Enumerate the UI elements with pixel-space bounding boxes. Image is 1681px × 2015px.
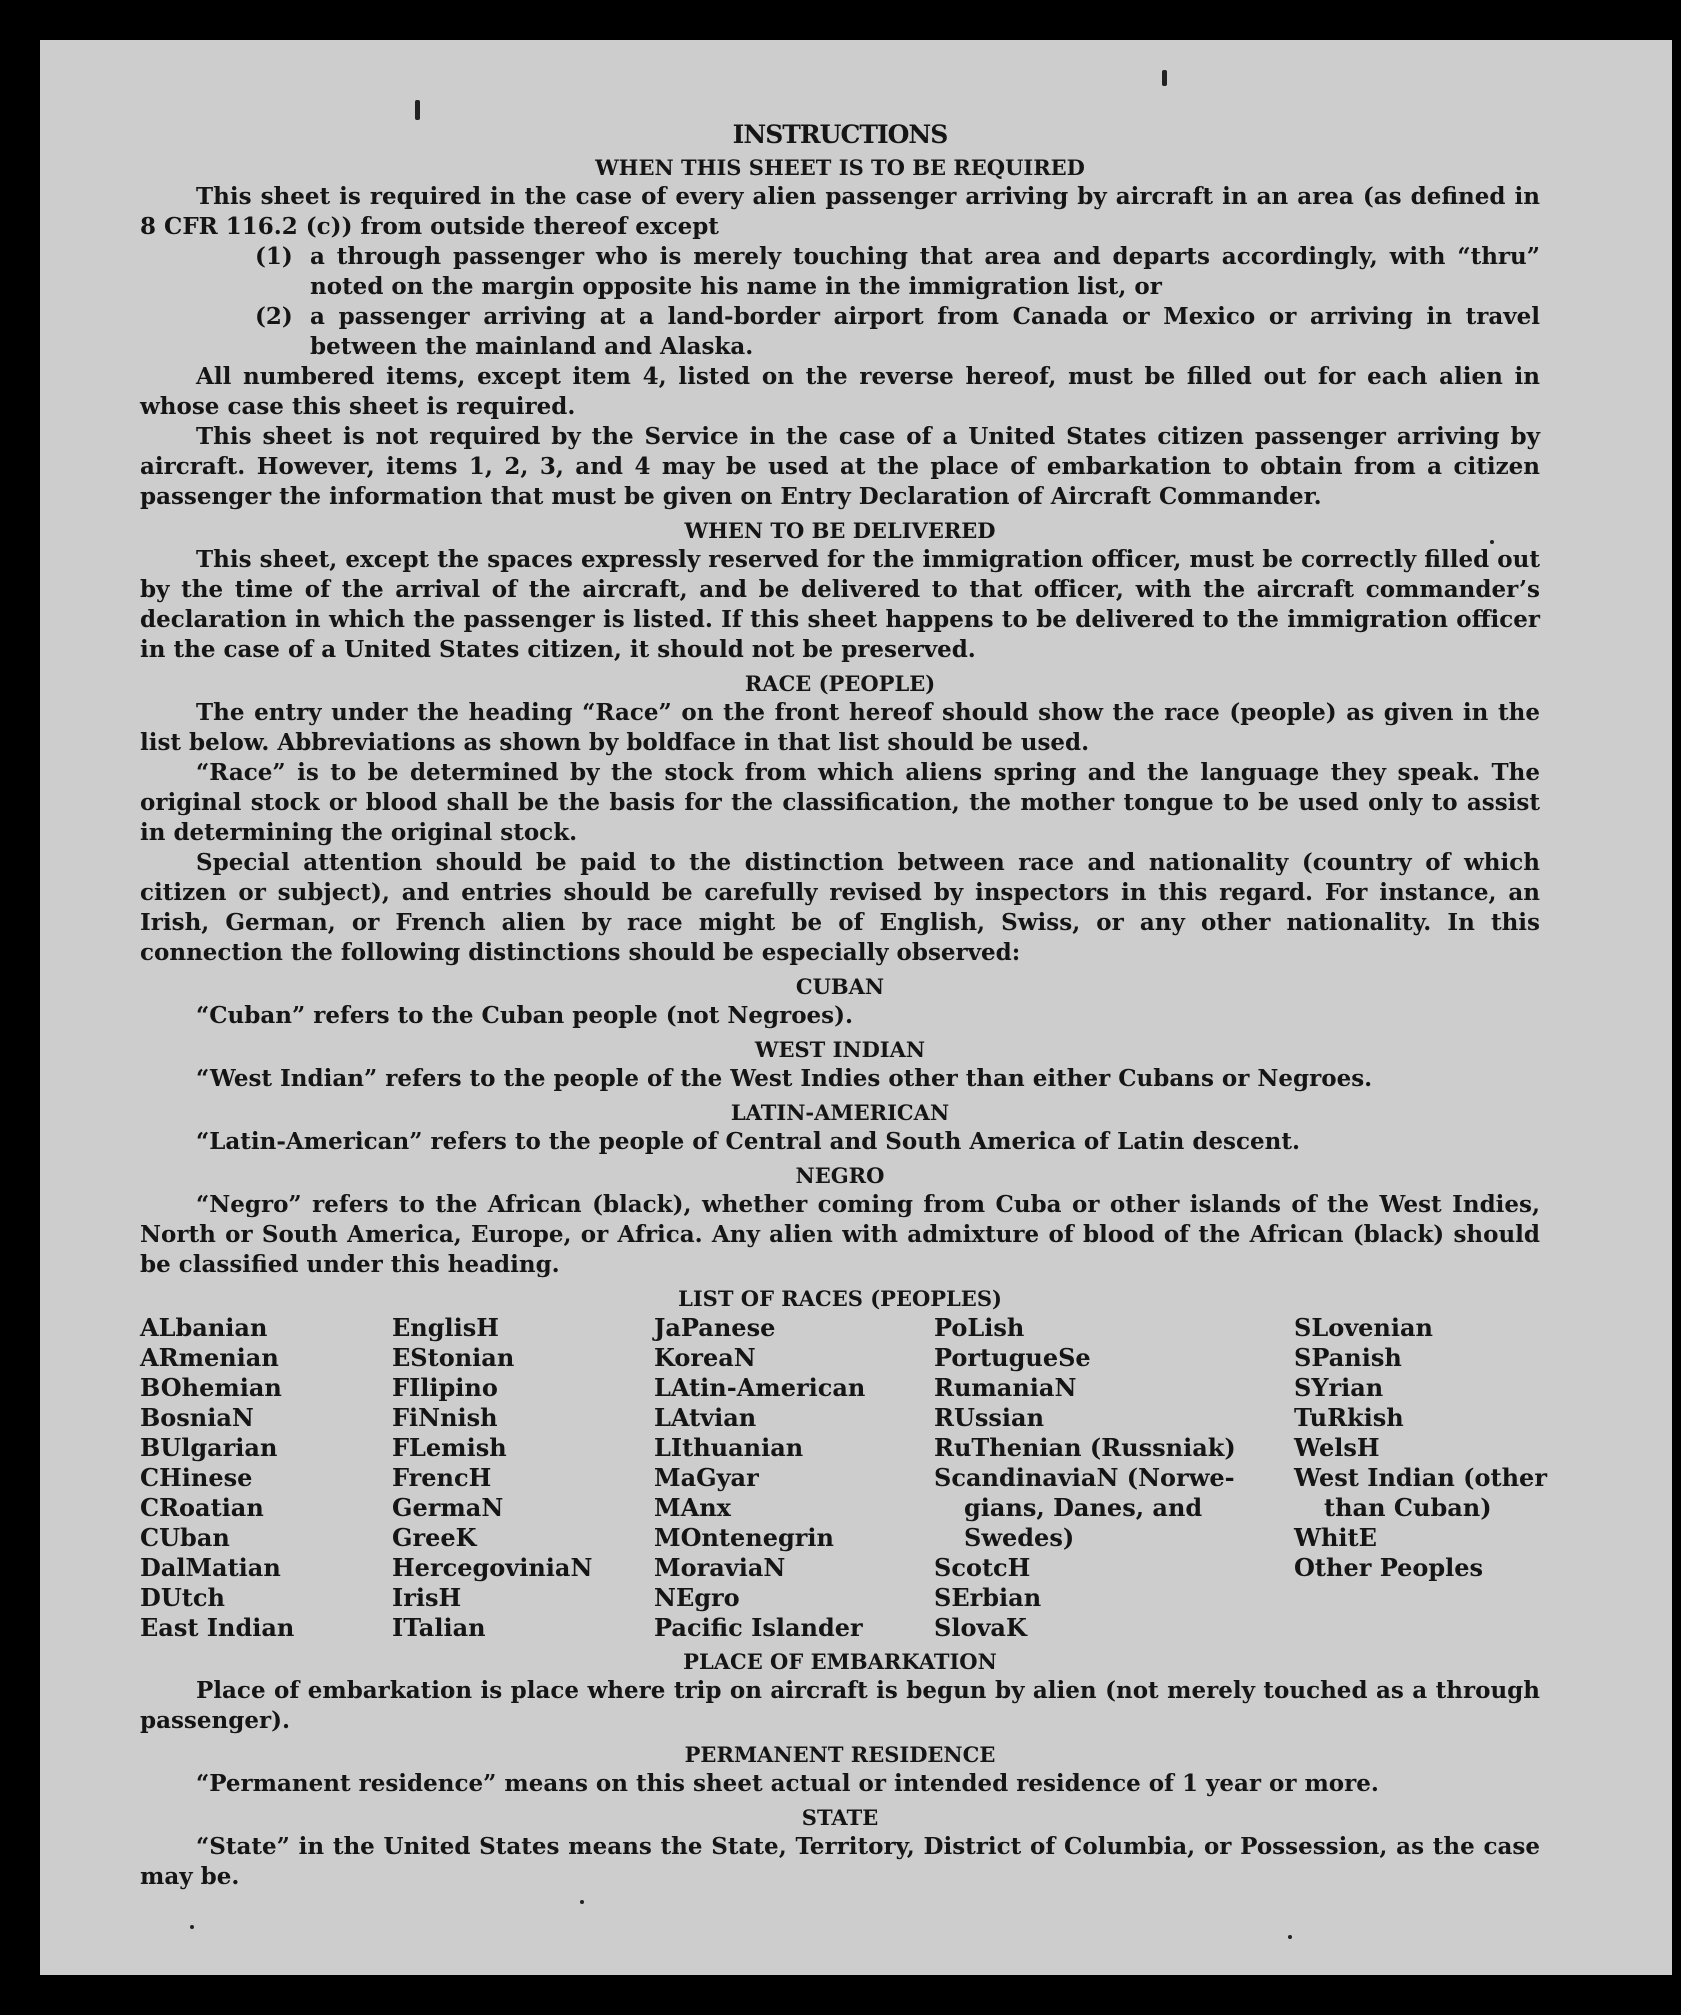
exception-item-1 [140,242,1540,302]
race-entry: CRoatian [140,1493,264,1522]
document-page [40,40,1672,1975]
race-entry: RuThenian (Russniak) [934,1433,1236,1462]
races-column-5 [1294,1313,1547,1643]
paragraph: “West Indian” refers to the people of the West Indies other than either Cubans or Negroes. [196,1065,1373,1092]
race-entry: EnglisH [392,1313,499,1342]
page-title: INSTRUCTIONS [732,120,948,149]
section-heading-when-delivered: WHEN TO BE DELIVERED [684,518,996,543]
item-number: (2) [255,303,293,330]
race-entry: WhitE [1294,1523,1377,1552]
race-entry: IrisH [392,1583,462,1612]
page-speck [580,1900,584,1904]
race-entry: BOhemian [140,1373,282,1402]
race-entry: JaPanese [654,1313,776,1342]
section-heading-cuban: CUBAN [795,974,885,999]
item-text: a passenger arriving at a land-border airport from Canada or Mexico or arriving in travel between the mainland and Alaska. [310,303,1540,360]
race-entry: MAnx [654,1493,731,1522]
race-entry: FLemish [392,1433,507,1462]
race-entry: ALbanian [140,1313,268,1342]
race-entry: KoreaN [654,1343,756,1372]
race-entry: LAtvian [654,1403,757,1432]
race-entry: LAtin-American [654,1373,866,1402]
section-heading-permanent-residence: PERMANENT RESIDENCE [684,1742,996,1767]
section-heading-race: RACE (PEOPLE) [744,671,936,696]
races-column-1 [140,1313,392,1643]
race-entry: EStonian [392,1343,515,1372]
race-entry: BosniaN [140,1403,254,1432]
paragraph: “State” in the United States means the State, Territory, District of Columbia, or Possession, as the case may be. [140,1833,1540,1890]
race-entry: RumaniaN [934,1373,1077,1402]
race-entry: WelsH [1294,1433,1380,1462]
item-number: (1) [255,243,293,270]
paragraph: The entry under the heading “Race” on the front hereof should show the race (people) as given in the list below. Abbreviations as shown by boldface in that list should be used. [140,699,1540,756]
paragraph: Place of embarkation is place where trip on aircraft is begun by alien (not merely touched as a through passenger). [140,1677,1540,1734]
race-entry: Other Peoples [1294,1553,1484,1582]
section-heading-west-indian: WEST INDIAN [754,1037,926,1062]
race-entry: SlovaK [934,1613,1027,1642]
race-entry: GreeK [392,1523,477,1552]
race-entry: MOntenegrin [654,1523,834,1552]
paragraph: “Latin-American” refers to the people of Central and South America of Latin descent. [196,1128,1300,1155]
exception-item-2 [140,302,1540,362]
race-entry: MoraviaN [654,1553,786,1582]
race-entry: SYrian [1294,1373,1384,1402]
race-entry: TuRkish [1294,1403,1404,1432]
paragraph: “Race” is to be determined by the stock from which aliens spring and the language they speak. The original stock or blood shall be the basis for the classification, the mother tongue to be used only to assist in determining the original stock. [140,759,1540,846]
paragraph: “Negro” refers to the African (black), whether coming from Cuba or other islands of the West Indies, North or South America, Europe, or Africa. Any alien with admixture of blood of the African (black) should be classified under this heading. [140,1191,1540,1278]
page-speck [190,1925,194,1929]
paragraph: Special attention should be paid to the distinction between race and nationality (country of which citizen or subject), and entries should be carefully revised by inspectors in this regard. For instance, an Irish, German, or French alien by race might be of English, Swiss, or any other nationality. In this connection the following distinctions should be especially observed: [140,849,1540,966]
race-entry: SLovenian [1294,1313,1433,1342]
section-heading-list-of-races: LIST OF RACES (PEOPLES) [678,1286,1002,1311]
race-entry: LIthuanian [654,1433,804,1462]
race-entry: FIlipino [392,1373,498,1402]
race-entry: CUban [140,1523,230,1552]
instructions-content [140,120,1547,1892]
race-entry: ITalian [392,1613,486,1642]
races-column-2 [392,1313,654,1643]
race-entry: MaGyar [654,1463,759,1492]
race-entry: SErbian [934,1583,1042,1612]
races-column-3 [654,1313,934,1643]
race-entry: FrencH [392,1463,492,1492]
page-speck [415,100,420,120]
paragraph: “Permanent residence” means on this sheet actual or intended residence of 1 year or more. [196,1770,1379,1797]
section-heading-negro: NEGRO [795,1163,885,1188]
races-column-4 [934,1313,1294,1643]
section-heading-when-required: WHEN THIS SHEET IS TO BE REQUIRED [595,155,1085,180]
race-entry: DUtch [140,1583,225,1612]
page-speck [1288,1935,1292,1939]
section-heading-latin-american: LATIN-AMERICAN [730,1100,950,1125]
race-entry: West Indian (other [1294,1463,1547,1492]
race-entry: ScotcH [934,1553,1031,1582]
race-entry-continuation: gians, Danes, and [964,1493,1203,1522]
paragraph: This sheet is required in the case of every alien passenger arriving by aircraft in an area (as defined in 8 CFR 116.2 (c)) from outside thereof except [140,183,1540,240]
races-list [140,1313,1547,1643]
paragraph: All numbered items, except item 4, listed on the reverse hereof, must be filled out for each alien in whose case this sheet is required. [140,363,1540,420]
race-entry: ARmenian [140,1343,279,1372]
race-entry: East Indian [140,1613,295,1642]
race-entry: SPanish [1294,1343,1402,1372]
section-heading-embarkation: PLACE OF EMBARKATION [683,1649,997,1674]
race-entry-continuation: Swedes) [964,1523,1075,1552]
race-entry: CHinese [140,1463,253,1492]
race-entry: DalMatian [140,1553,281,1582]
race-entry: PortugueSe [934,1343,1091,1372]
section-heading-state: STATE [801,1805,879,1830]
race-entry: GermaN [392,1493,504,1522]
paragraph: This sheet is not required by the Service in the case of a United States citizen passenger arriving by aircraft. However, items 1, 2, 3, and 4 may be used at the place of embarkation to obtain from a citizen passenger the information that must be given on Entry Declaration of Aircraft Commander. [140,423,1540,510]
paragraph: This sheet, except the spaces expressly reserved for the immigration officer, must be correctly filled out by the time of the arrival of the aircraft, and be delivered to that officer, with the aircraft commander’s declaration in which the passenger is listed. If this sheet happens to be delivered to the immigration officer in the case of a United States citizen, it should not be preserved. [140,546,1540,663]
race-entry: HercegoviniaN [392,1553,593,1582]
race-entry: ScandinaviaN (Norwe- [934,1463,1235,1492]
race-entry: Pacific Islander [654,1613,863,1642]
page-speck [1162,70,1167,86]
race-entry: FiNnish [392,1403,498,1432]
item-text: a through passenger who is merely touching that area and departs accordingly, with “thru” noted on the margin opposite his name in the immigration list, or [310,243,1540,300]
race-entry-continuation: than Cuban) [1324,1493,1492,1522]
race-entry: RUssian [934,1403,1045,1432]
paragraph: “Cuban” refers to the Cuban people (not Negroes). [196,1002,854,1029]
race-entry: NEgro [654,1583,740,1612]
race-entry: PoLish [934,1313,1025,1342]
race-entry: BUlgarian [140,1433,278,1462]
